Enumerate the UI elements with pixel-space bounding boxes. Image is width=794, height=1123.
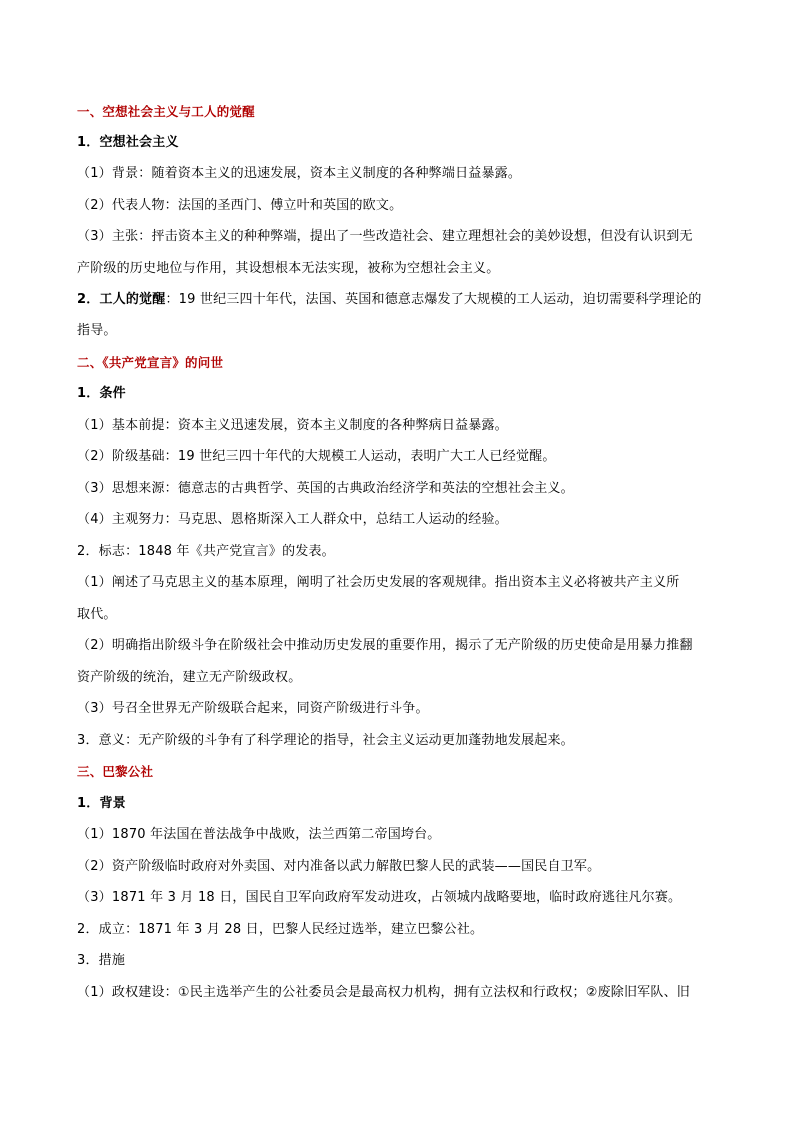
paragraph-line: （1）1870 年法国在普法战争中战败，法兰西第二帝国垮台。	[77, 827, 441, 842]
paragraph-line: 指导。	[77, 323, 117, 338]
paragraph-line: （3）思想来源：德意志的古典哲学、英国的古典政治经济学和英法的空想社会主义。	[77, 481, 574, 496]
paragraph-line: （1）基本前提：资本主义迅速发展，资本主义制度的各种弊病日益暴露。	[77, 418, 508, 433]
subheading-workers-awakening	[77, 291, 727, 309]
subheading-background: 1．背景	[77, 796, 126, 811]
paragraph-line: 产阶级的历史地位与作用，其设想根本无法实现，被称为空想社会主义。	[77, 261, 500, 276]
subheading-conditions: 1．条件	[77, 386, 126, 401]
section-heading-2: 二、《共产党宣言》的问世	[77, 355, 224, 370]
paragraph-line: 2．成立：1871 年 3 月 28 日，巴黎人民经过选举，建立巴黎公社。	[77, 922, 484, 937]
paragraph-line: （3）号召全世界无产阶级联合起来，同资产阶级进行斗争。	[77, 701, 429, 716]
paragraph-line: （3）主张：抨击资本主义的种种弊端，提出了一些改造社会、建立理想社会的美妙设想，但没有认识到无	[77, 229, 693, 244]
paragraph-line: （4）主观努力：马克思、恩格斯深入工人群众中，总结工人运动的经验。	[77, 512, 508, 527]
paragraph-line: （2）代表人物：法国的圣西门、傅立叶和英国的欧文。	[77, 198, 403, 213]
paragraph-line: 2．标志：1848 年《共产党宣言》的发表。	[77, 544, 335, 559]
paragraph-line: 3．意义：无产阶级的斗争有了科学理论的指导，社会主义运动更加蓬勃地发展起来。	[77, 733, 574, 748]
paragraph-line: （2）明确指出阶级斗争在阶级社会中推动历史发展的重要作用，揭示了无产阶级的历史使命是用暴力推翻	[77, 638, 693, 653]
paragraph-line: （1）阐述了马克思主义的基本原理，阐明了社会历史发展的客观规律。指出资本主义必将被共产主义所	[77, 575, 680, 590]
paragraph-line: （2）阶级基础：19 世纪三四十年代的大规模工人运动，表明广大工人已经觉醒。	[77, 449, 556, 464]
subheading-label: 2．工人的觉醒	[77, 292, 166, 307]
paragraph-line: （3）1871 年 3 月 18 日，国民自卫军向政府军发动进攻，占领城内战略要地，临时政府逃往凡尔赛。	[77, 890, 682, 905]
paragraph-line: （1）背景：随着资本主义的迅速发展，资本主义制度的各种弊端日益暴露。	[77, 166, 522, 181]
paragraph-text: ：19 世纪三四十年代，法国、英国和德意志爆发了大规模的工人运动，迫切需要科学理论的	[165, 292, 702, 307]
paragraph-line: （2）资产阶级临时政府对外卖国、对内准备以武力解散巴黎人民的武装——国民自卫军。	[77, 859, 601, 874]
subheading-utopian-socialism: 1．空想社会主义	[77, 135, 179, 150]
section-heading-1: 一、空想社会主义与工人的觉醒	[77, 104, 255, 119]
paragraph-line: 3．措施	[77, 953, 126, 968]
paragraph-line: 取代。	[77, 607, 117, 622]
paragraph-line: 资产阶级的统治，建立无产阶级政权。	[77, 670, 302, 685]
section-heading-3: 三、巴黎公社	[77, 764, 154, 779]
paragraph-line: （1）政权建设：①民主选举产生的公社委员会是最高权力机构，拥有立法权和行政权；②废除旧军队、旧	[77, 985, 690, 1000]
